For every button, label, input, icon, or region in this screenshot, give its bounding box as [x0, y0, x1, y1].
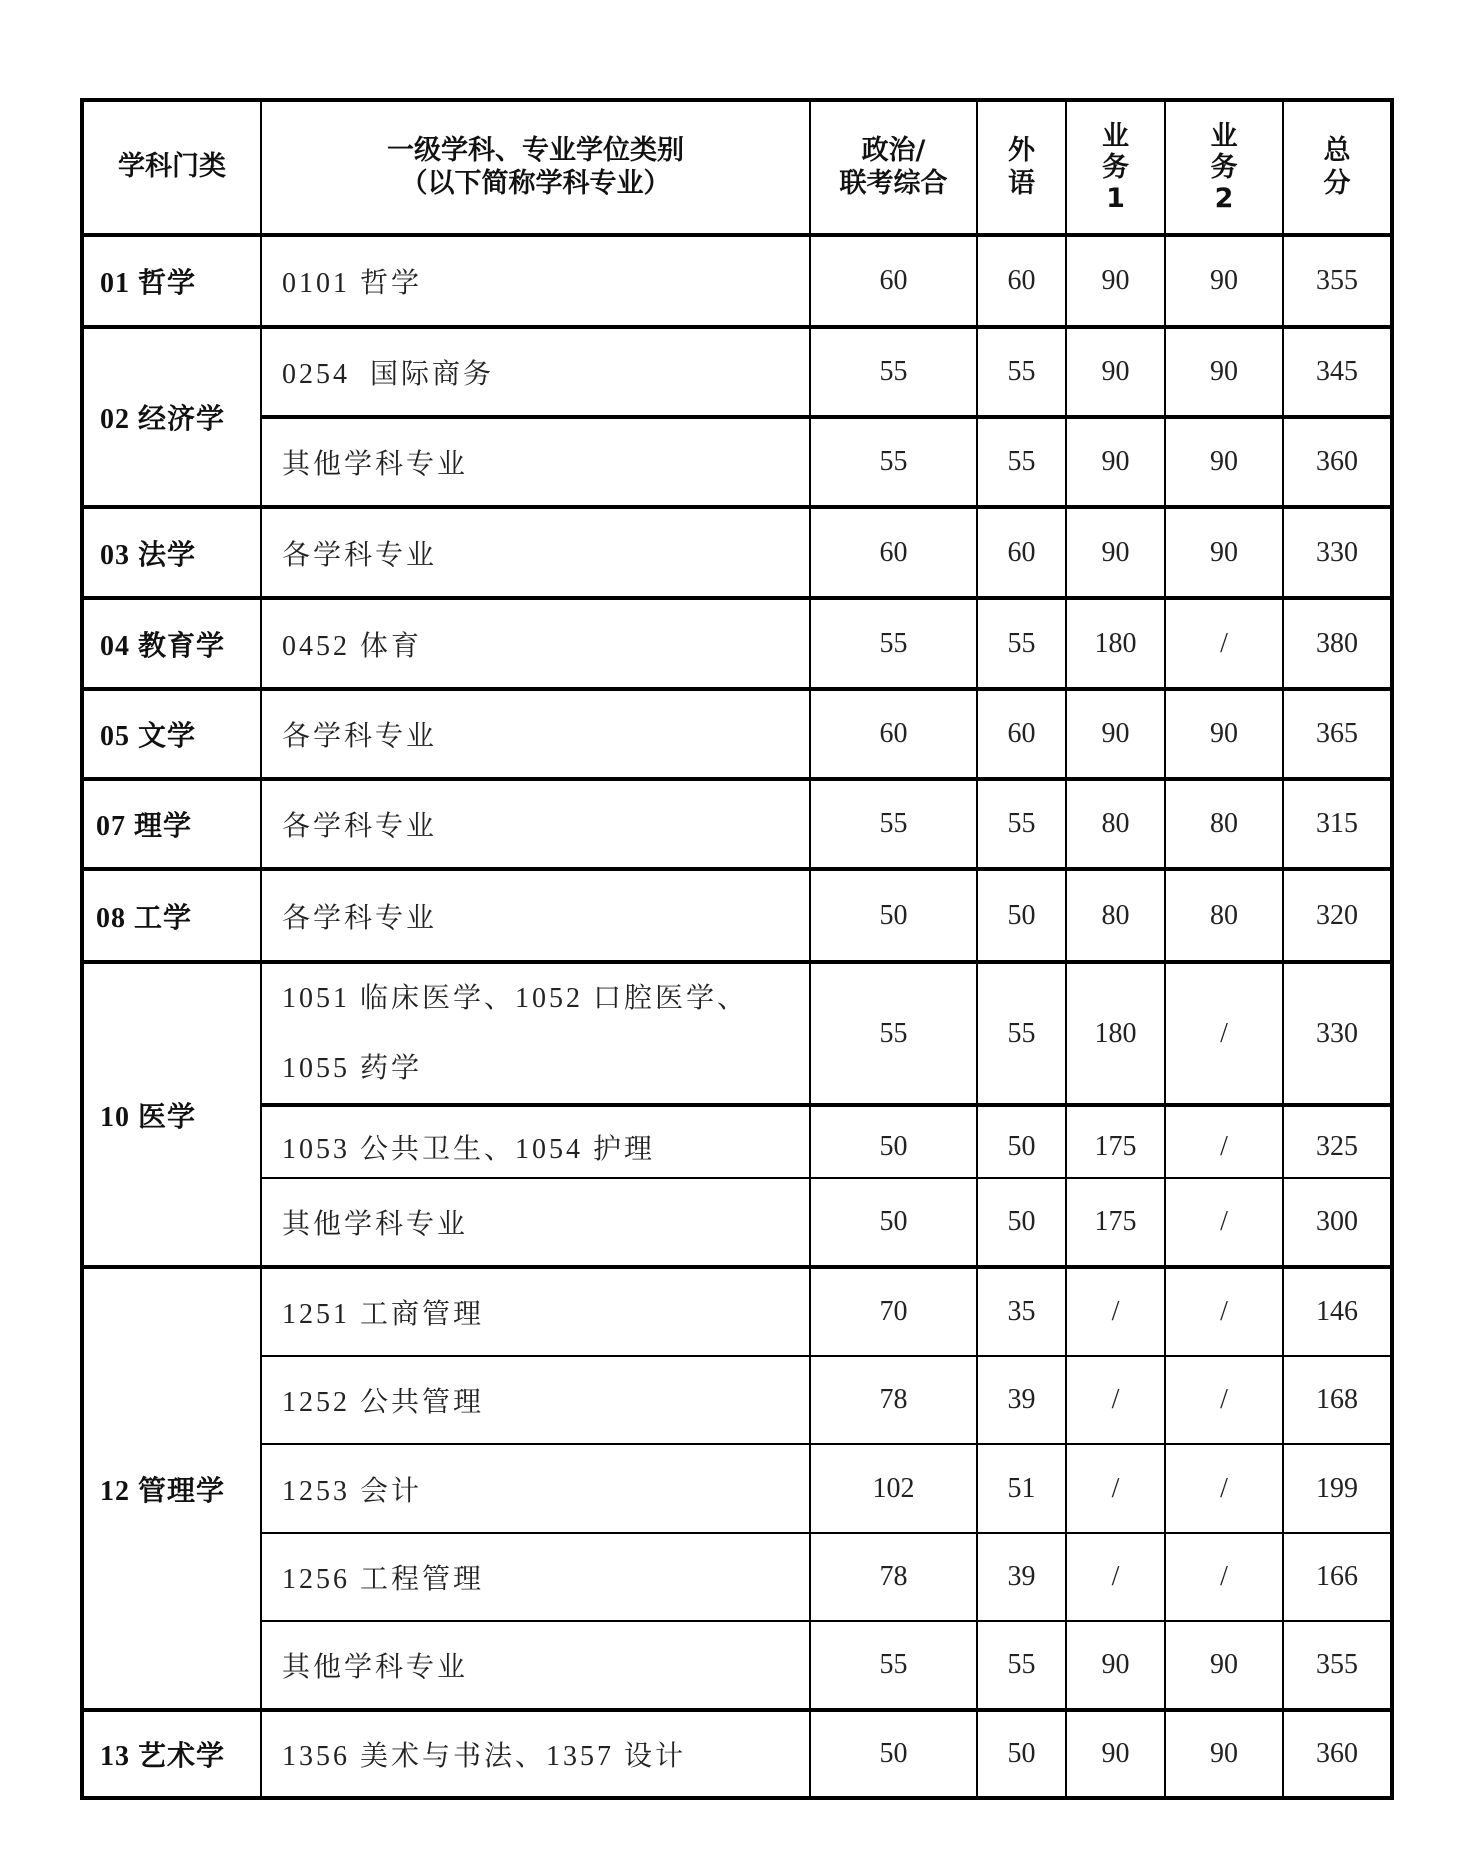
category-cell: 07 理学	[96, 811, 193, 842]
course2-score: 90	[1210, 356, 1238, 387]
subject-cell: 0101 哲学	[282, 268, 423, 299]
subject-cell: 0452 体育	[282, 630, 423, 662]
politics-score: 50	[879, 1131, 908, 1162]
header-subject-line2: （以下简称学科专业）	[400, 167, 671, 199]
subject-cell: 各学科专业	[282, 721, 438, 752]
header-foreign-line2: 语	[1008, 167, 1035, 199]
header-subject-line1: 一级学科、专业学位类别	[387, 134, 684, 166]
course1-score: 90	[1101, 1649, 1130, 1680]
course1-score: 90	[1101, 536, 1130, 568]
course1-score: 90	[1101, 356, 1130, 387]
course2-score: /	[1220, 1296, 1228, 1327]
header-course2-line3: 2	[1214, 183, 1234, 215]
course2-score: 90	[1210, 446, 1238, 477]
politics-score: 60	[879, 718, 908, 749]
foreign-score: 60	[1007, 265, 1036, 296]
header-foreign-line1: 外	[1008, 134, 1035, 166]
subject-cell: 1053 公共卫生、1054 护理	[282, 1134, 656, 1165]
header-subject	[262, 102, 809, 233]
course2-score: /	[1220, 1206, 1228, 1237]
header-course2-line1: 业	[1210, 120, 1238, 152]
total-score: 355	[1316, 1649, 1358, 1680]
total-score: 345	[1316, 356, 1358, 387]
foreign-score: 55	[1007, 1649, 1036, 1680]
total-score: 380	[1316, 627, 1358, 659]
header-politics-line1: 政治/	[861, 134, 926, 166]
header-total-line2: 分	[1323, 167, 1351, 199]
politics-score: 102	[872, 1472, 915, 1504]
header-foreign-language	[978, 102, 1065, 233]
politics-score: 50	[879, 1206, 908, 1237]
total-score: 320	[1316, 899, 1358, 931]
course1-score: 175	[1094, 1206, 1137, 1237]
foreign-score: 50	[1007, 1738, 1036, 1769]
category-cell: 13 艺术学	[100, 1741, 226, 1772]
foreign-score: 60	[1007, 718, 1036, 749]
course2-score: 90	[1210, 536, 1238, 568]
politics-score: 55	[879, 356, 908, 387]
course1-score: 90	[1101, 718, 1130, 749]
total-score: 360	[1316, 1738, 1358, 1769]
course1-score: 180	[1094, 627, 1137, 659]
subject-cell: 1252 公共管理	[282, 1387, 485, 1418]
score-table	[80, 98, 1394, 1800]
category-cell: 05 文学	[100, 721, 197, 752]
course1-score: 80	[1101, 899, 1130, 931]
header-course2-line2: 务	[1210, 151, 1238, 183]
total-score: 325	[1316, 1131, 1358, 1162]
foreign-score: 55	[1007, 627, 1036, 659]
foreign-score: 39	[1007, 1561, 1036, 1592]
course2-score: /	[1220, 1017, 1228, 1049]
course2-score: /	[1220, 1384, 1228, 1415]
category-cell: 12 管理学	[100, 1475, 226, 1507]
header-course1-line1: 业	[1102, 120, 1129, 152]
foreign-score: 39	[1007, 1384, 1036, 1415]
total-score: 168	[1316, 1384, 1358, 1415]
category-cell: 04 教育学	[100, 630, 226, 662]
course1-score: 180	[1094, 1017, 1137, 1049]
subject-cell: 1256 工程管理	[282, 1564, 485, 1595]
course2-score: /	[1220, 1472, 1228, 1504]
course2-score: 80	[1210, 899, 1238, 931]
subject-line2: 1055 药学	[282, 1052, 423, 1084]
politics-score: 55	[879, 446, 908, 477]
foreign-score: 50	[1007, 1206, 1036, 1237]
subject-cell: 1251 工商管理	[282, 1299, 485, 1330]
politics-score: 55	[879, 808, 908, 839]
category-cell: 02 经济学	[100, 404, 226, 435]
politics-score: 60	[879, 265, 908, 296]
course1-score: /	[1111, 1384, 1120, 1415]
category-cell: 10 医学	[100, 1101, 197, 1133]
subject-cell: 0254 国际商务	[282, 359, 495, 390]
course2-score: /	[1220, 1131, 1228, 1162]
course2-score: 90	[1210, 1738, 1238, 1769]
total-score: 355	[1316, 265, 1358, 296]
foreign-score: 55	[1007, 446, 1036, 477]
total-score: 146	[1316, 1296, 1358, 1327]
header-course1-line3: 1	[1106, 183, 1125, 215]
course2-score: /	[1220, 1561, 1228, 1592]
course1-score: 175	[1094, 1131, 1137, 1162]
total-score: 365	[1316, 718, 1358, 749]
subject-cell	[262, 964, 809, 1103]
course1-score: /	[1111, 1296, 1120, 1327]
header-total	[1284, 102, 1390, 233]
politics-score: 55	[879, 1649, 908, 1680]
politics-score: 55	[879, 1017, 908, 1049]
total-score: 199	[1316, 1472, 1358, 1504]
subject-cell: 其他学科专业	[282, 1652, 469, 1683]
foreign-score: 60	[1007, 536, 1036, 568]
politics-score: 60	[879, 536, 908, 568]
total-score: 360	[1316, 446, 1358, 477]
header-politics	[811, 102, 976, 233]
course1-score: /	[1111, 1561, 1120, 1592]
subject-cell: 其他学科专业	[282, 1209, 469, 1240]
subject-cell: 各学科专业	[282, 902, 438, 934]
subject-cell: 1356 美术与书法、1357 设计	[282, 1741, 687, 1772]
total-score: 330	[1316, 1017, 1358, 1049]
header-politics-line2: 联考综合	[839, 167, 948, 199]
politics-score: 50	[879, 1738, 908, 1769]
course1-score: /	[1111, 1472, 1120, 1504]
foreign-score: 50	[1007, 899, 1036, 931]
subject-line1: 1051 临床医学、1052 口腔医学、	[282, 982, 749, 1014]
header-course1-line2: 务	[1102, 151, 1129, 183]
foreign-score: 55	[1007, 1017, 1036, 1049]
course2-score: 80	[1210, 808, 1238, 839]
politics-score: 50	[879, 899, 908, 931]
foreign-score: 51	[1007, 1472, 1036, 1504]
subject-cell: 1253 会计	[282, 1475, 423, 1507]
header-category	[84, 102, 260, 233]
politics-score: 78	[879, 1561, 908, 1592]
total-score: 300	[1316, 1206, 1358, 1237]
header-course1	[1067, 102, 1164, 233]
header-category-label: 学科门类	[118, 151, 226, 183]
subject-cell: 各学科专业	[282, 539, 438, 571]
foreign-score: 55	[1007, 356, 1036, 387]
subject-cell: 其他学科专业	[282, 449, 469, 480]
politics-score: 78	[879, 1384, 908, 1415]
course1-score: 90	[1101, 265, 1130, 296]
course2-score: 90	[1210, 1649, 1238, 1680]
course1-score: 80	[1101, 808, 1130, 839]
header-course2	[1166, 102, 1282, 233]
total-score: 166	[1316, 1561, 1358, 1592]
foreign-score: 35	[1007, 1296, 1036, 1327]
total-score: 330	[1316, 536, 1358, 568]
politics-score: 70	[879, 1296, 908, 1327]
category-cell: 01 哲学	[100, 268, 197, 299]
politics-score: 55	[879, 627, 908, 659]
header-total-line1: 总	[1323, 134, 1351, 166]
course2-score: 90	[1210, 718, 1238, 749]
foreign-score: 55	[1007, 808, 1036, 839]
course1-score: 90	[1101, 1738, 1130, 1769]
course2-score: 90	[1210, 265, 1238, 296]
course1-score: 90	[1101, 446, 1130, 477]
foreign-score: 50	[1007, 1131, 1036, 1162]
total-score: 315	[1316, 808, 1358, 839]
category-cell: 03 法学	[100, 539, 197, 571]
category-cell: 08 工学	[96, 902, 193, 934]
subject-cell: 各学科专业	[282, 811, 438, 842]
course2-score: /	[1220, 627, 1228, 659]
